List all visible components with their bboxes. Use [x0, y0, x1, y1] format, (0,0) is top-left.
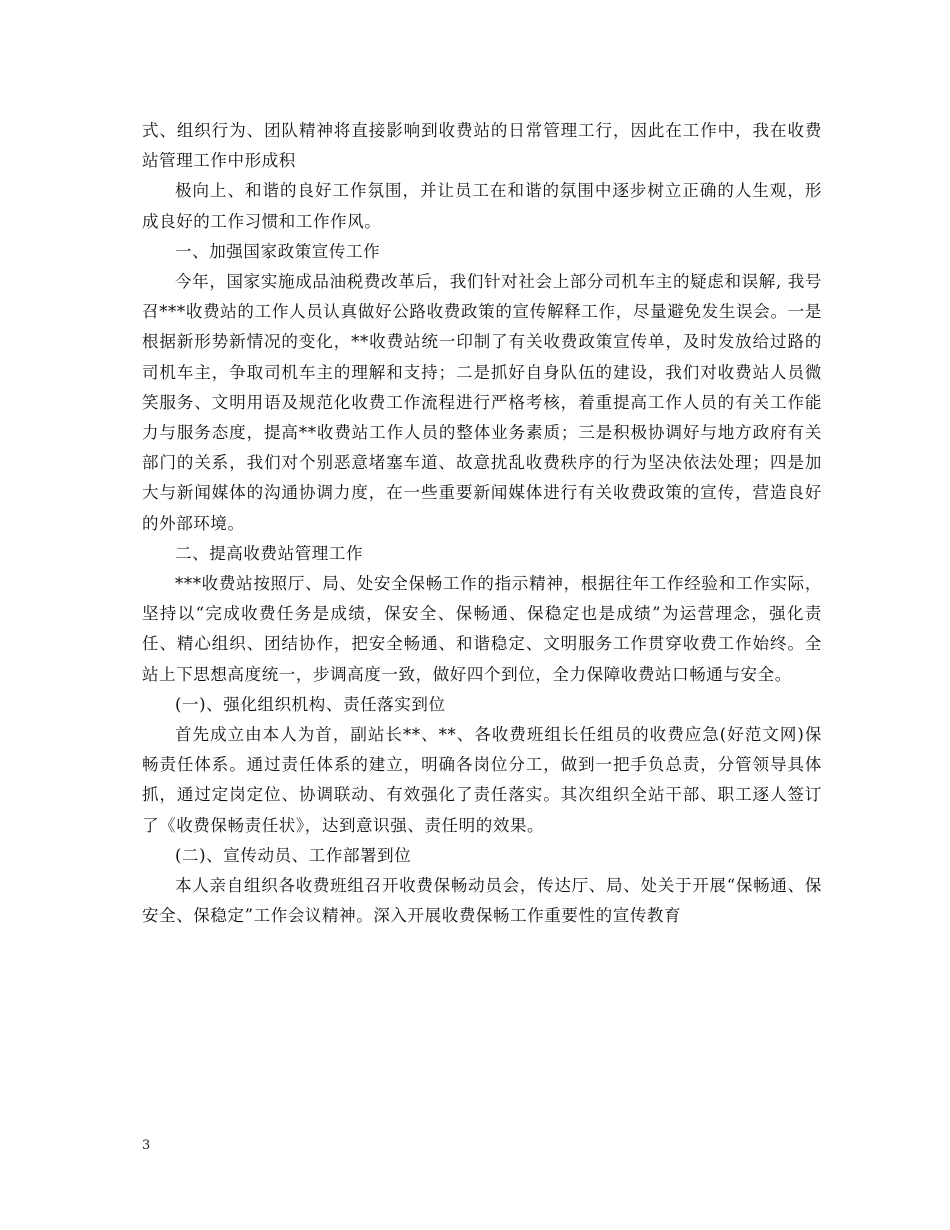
paragraph-7: 首先成立由本人为首，副站长**、**、各收费班组长任组员的收费应急(好范文网)保畅责任体系。通过责任体系的建立，明确各岗位分工，做到一把手负总责，分管领导具体抓，通过定岗定位、协调联动、有效强化了责任落实。其次组织全站干部、职工逐人签订了《收费保畅责任状》，达到意识强、责任明的效果。 [142, 725, 822, 835]
paragraph-0: 式、组织行为、团队精神将直接影响到收费站的日常管理工行，因此在工作中，我在收费站管理工作中形成积 [142, 121, 822, 171]
subsection-heading-2: (二)、宣传动员、工作部署到位 [175, 845, 412, 865]
page-number: 3 [142, 1138, 151, 1153]
paragraph-1: 极向上、和谐的良好工作氛围，并让员工在和谐的氛围中逐步树立正确的人生观，形成良好的工作习惯和工作作风。 [142, 181, 822, 231]
paragraph-5: ***收费站按照厅、局、处安全保畅工作的指示精神，根据往年工作经验和工作实际，坚持以“完成收费任务是成绩，保安全、保畅通、保稳定也是成绩”为运营理念，强化责任、精心组织、团结协作，把安全畅通、和谐稳定、文明服务工作贯穿收费工作始终。全站上下思想高度统一，步调高度一致，做好四个到位，全力保障收费站口畅通与安全。 [142, 574, 822, 684]
paragraph-9: 本人亲自组织各收费班组召开收费保畅动员会，传达厅、局、处关于开展“保畅通、保安全、保稳定”工作会议精神。深入开展收费保畅工作重要性的宣传教育 [142, 876, 822, 926]
document-body [142, 116, 822, 931]
section-heading-1: 一、加强国家政策宣传工作 [175, 241, 381, 261]
section-heading-2: 二、提高收费站管理工作 [175, 543, 364, 563]
paragraph-3: 今年，国家实施成品油税费改革后，我们针对社会上部分司机车主的疑虑和误解, 我号召***收费站的工作人员认真做好公路收费政策的宣传解释工作，尽量避免发生误会。一是根据新形势新情况的变化，**收费站统一印制了有关收费政策宣传单，及时发放给过路的司机车主，争取司机车主的理解和支持；二是抓好自身队伍的建设，我们对收费站人员微笑服务、文明用语及规范化收费工作流程进行严格考核，着重提高工作人员的有关工作能力与服务态度，提高**收费站工作人员的整体业务素质；三是积极协调好与地方政府有关部门的关系，我们对个别恶意堵塞车道、故意扰乱收费秩序的行为坚决依法处理；四是加大与新闻媒体的沟通协调力度，在一些重要新闻媒体进行有关收费政策的宣传，营造良好的外部环境。 [142, 272, 822, 533]
subsection-heading-1: (一)、强化组织机构、责任落实到位 [175, 694, 446, 714]
